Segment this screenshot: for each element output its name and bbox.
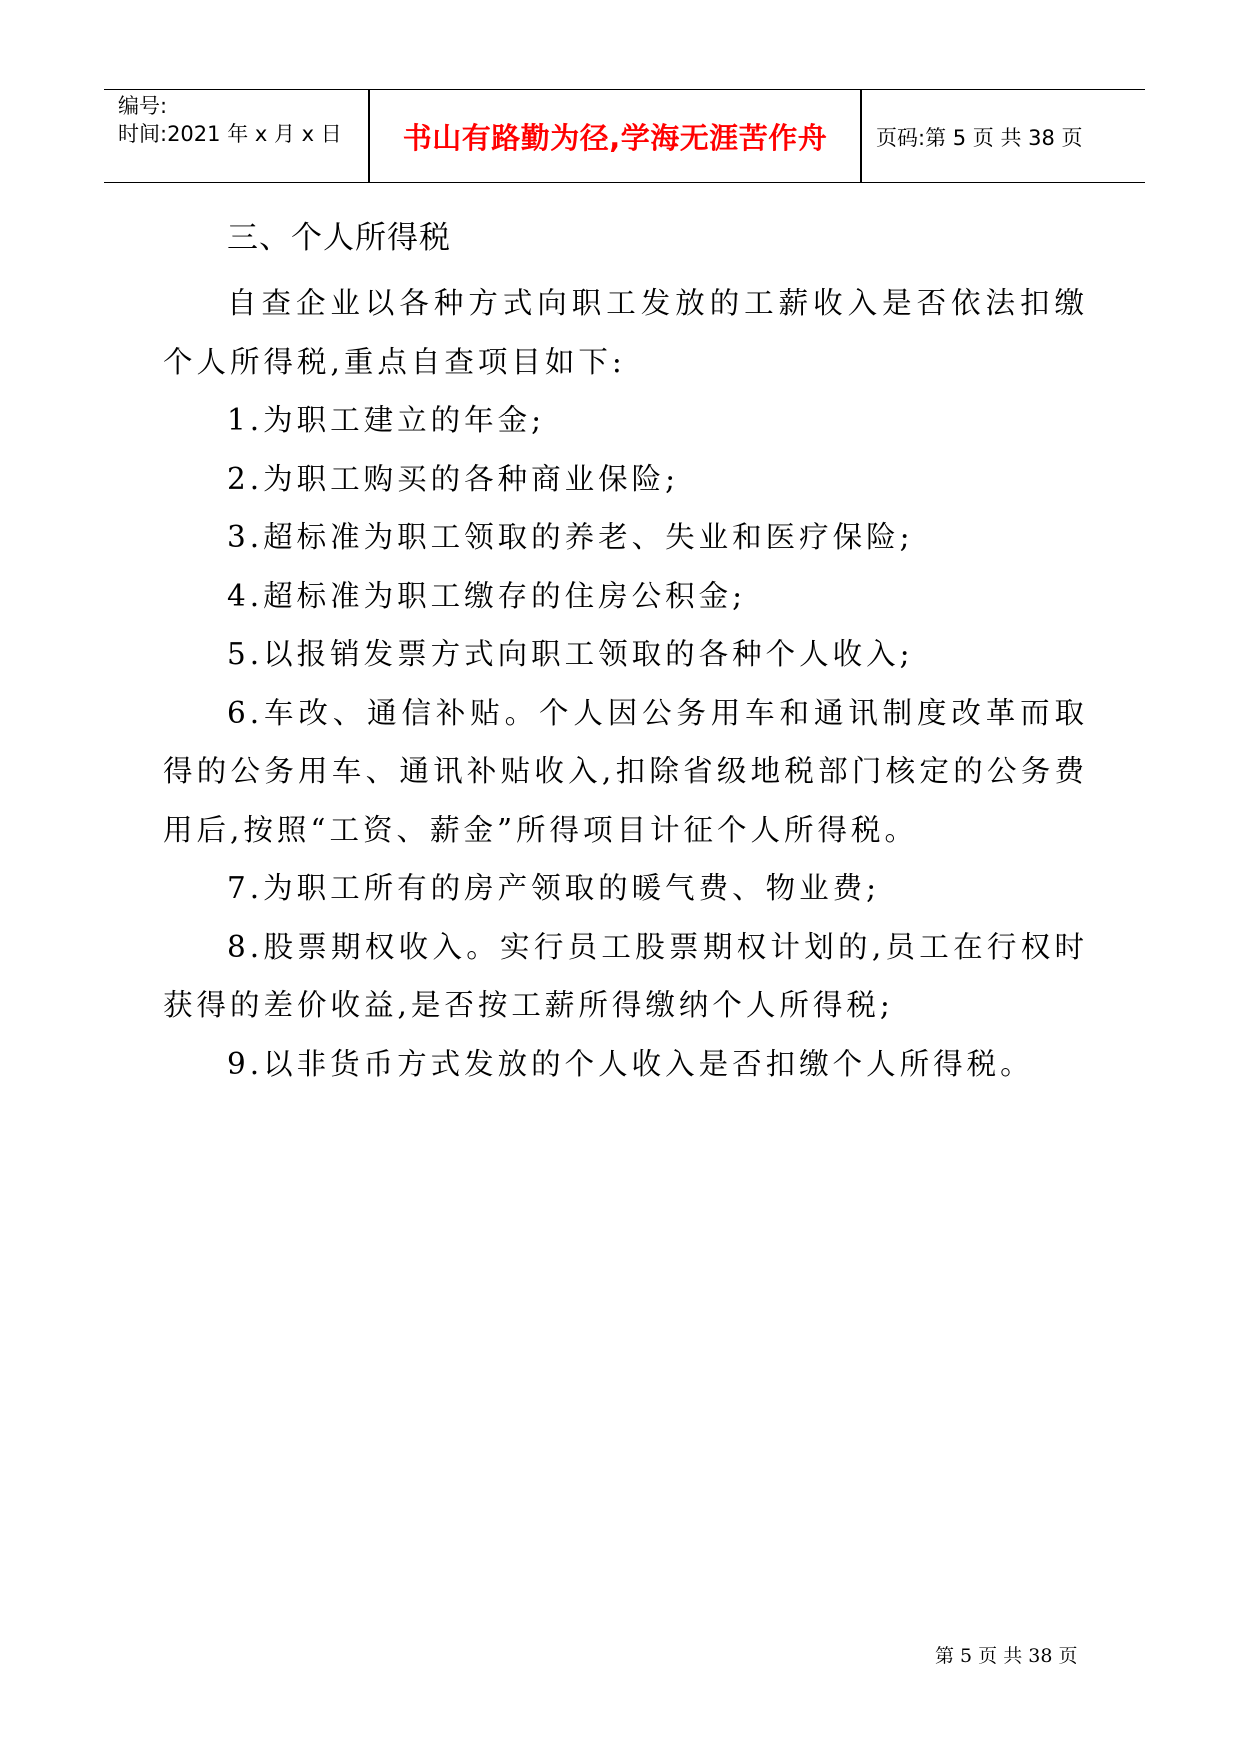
- list-item: 2.为职工购买的各种商业保险;: [227, 461, 680, 496]
- document-body: [163, 216, 1088, 1093]
- list-item: 1.为职工建立的年金;: [227, 403, 546, 437]
- page-footer: 第 5 页 共 38 页: [935, 1645, 1078, 1667]
- paragraph: 自查企业以各种方式向职工发放的工薪收入是否依法扣缴个人所得税,重点自查项目如下:: [163, 286, 1088, 379]
- list-item: 9.以非货币方式发放的个人收入是否扣缴个人所得税。: [227, 1046, 1034, 1081]
- header-page-code: 页码:第 5 页 共 38 页: [876, 126, 1083, 150]
- list-item: 7.为职工所有的房产领取的暖气费、物业费;: [227, 871, 881, 905]
- list-item: 5.以报销发票方式向职工领取的各种个人收入;: [227, 637, 914, 671]
- list-item: 6.车改、通信补贴。个人因公务用车和通讯制度改革而取得的公务用车、通讯补贴收入,扣除省级地税部门核定的公务费用后,按照“工资、薪金”所得项目计征个人所得税。: [163, 695, 1088, 847]
- list-item: 8.股票期权收入。实行员工股票期权计划的,员工在行权时获得的差价收益,是否按工薪所得缴纳个人所得税;: [163, 929, 1088, 1022]
- header-meta: [118, 92, 366, 148]
- time-label: 时间:2021 年 x 月 x 日: [118, 122, 342, 146]
- header-divider: [860, 90, 862, 182]
- number-label: 编号:: [118, 94, 168, 118]
- list-item: 4.超标准为职工缴存的住房公积金;: [227, 578, 747, 613]
- section-heading: 三、个人所得税: [227, 220, 451, 256]
- header-motto: 书山有路勤为径,学海无涯苦作舟: [402, 121, 828, 155]
- list-item: 3.超标准为职工领取的养老、失业和医疗保险;: [227, 520, 914, 554]
- page-header: [104, 89, 1145, 183]
